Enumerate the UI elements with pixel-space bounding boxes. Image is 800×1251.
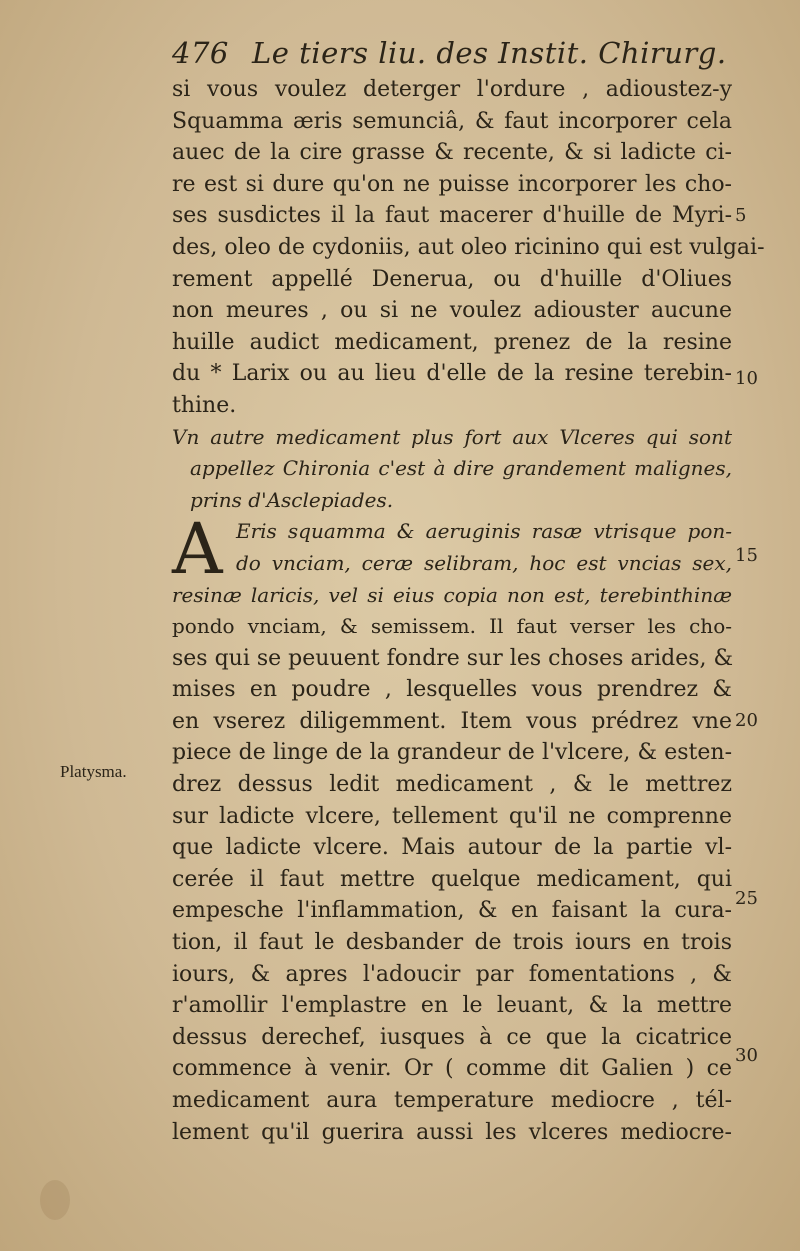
line-number: 15 [735,545,758,566]
latin-recipe [172,508,732,642]
line-number: 5 [735,205,747,226]
heading-line: prins d'Asclepiades. [190,487,394,512]
text-line: drez dessus ledit medicament , & le mettrez [172,772,732,798]
text-line: medicament aura temperature mediocre , tél- [172,1088,732,1113]
latin-line: Eris squamma & aeruginis rasæ vtrisque pon- [236,519,732,544]
text-line: dessus derechef, iusques à ce que la cicatrice [172,1024,732,1050]
text-line: re est si dure qu'on ne puisse incorporer les cho- [172,171,732,197]
text-line: non meures , ou si ne voulez adiouster aucune [172,298,732,324]
text-line: des, oleo de cydoniis, aut oleo ricinino qui est vulgai- [172,234,765,260]
text-line: que ladicte vlcere. Mais autour de la partie vl- [172,835,732,861]
text-line: tion, il faut le desbander de trois iours en trois [172,930,732,956]
line-number: 20 [735,710,758,731]
text-line: lement qu'il guerira aussi les vlceres mediocre- [172,1119,732,1145]
text-line: ses susdictes il la faut macerer d'huille de Myri- [172,203,732,229]
text-line: mises en poudre , lesquelles vous prendrez & [172,677,732,703]
text-line: si vous voulez deterger l'ordure , adioustez-y [172,77,732,102]
paper-stain [40,1180,70,1220]
text-line: thine. [172,392,237,418]
latin-line: pondo vnciam, & semissem. Il faut verser les cho- [172,614,732,639]
line-number: 10 [735,368,758,389]
heading-line: appellez Chironia c'est à dire grandement malignes, [190,456,732,481]
text-line: empesche l'inflammation, & en faisant la cura- [172,898,732,924]
text-line: cerée il faut mettre quelque medicament, qui [172,866,732,892]
running-header [172,36,732,76]
page-number: 476 [172,36,229,70]
latin-line: resinæ laricis, vel si eius copia non est, terebinthinæ [172,582,732,607]
text-line: en vserez diligemment. Item vous prédrez vne [172,708,732,734]
text-line: piece de linge de la grandeur de l'vlcere, & esten- [172,740,732,766]
text-line: commence à venir. Or ( comme dit Galien ) ce [172,1056,732,1082]
drop-cap: A [172,508,223,591]
line-number: 30 [735,1045,758,1066]
margin-note: Platysma. [60,762,127,781]
text-line: rement appellé Denerua, ou d'huille d'Oliues [172,266,732,292]
text-line: r'amollir l'emplastre en le leuant, & la mettre [172,993,732,1019]
text-line: du * Larix ou au lieu d'elle de la resine terebin- [172,361,732,387]
latin-line: do vnciam, ceræ selibram, hoc est vncias sex, [236,550,732,575]
text-line: ses qui se peuuent fondre sur les choses arides, & [172,645,734,671]
text-line: auec de la cire grasse & recente, & si ladicte ci- [172,140,732,166]
text-line: sur ladicte vlcere, tellement qu'il ne comprenne [172,803,732,829]
line-number: 25 [735,888,758,909]
section-heading [172,422,732,517]
heading-line: Vn autre medicament plus fort aux Vlceres qui sont [172,424,732,449]
text-line: huille audict medicament, prenez de la resine [172,329,732,355]
text-line: Squamma æris semunciâ, & faut incorporer cela [172,108,732,134]
running-title: Le tiers liu. des Instit. Chirurg. [252,36,727,70]
text-line: iours, & apres l'adoucir par fomentations , & [172,961,732,987]
